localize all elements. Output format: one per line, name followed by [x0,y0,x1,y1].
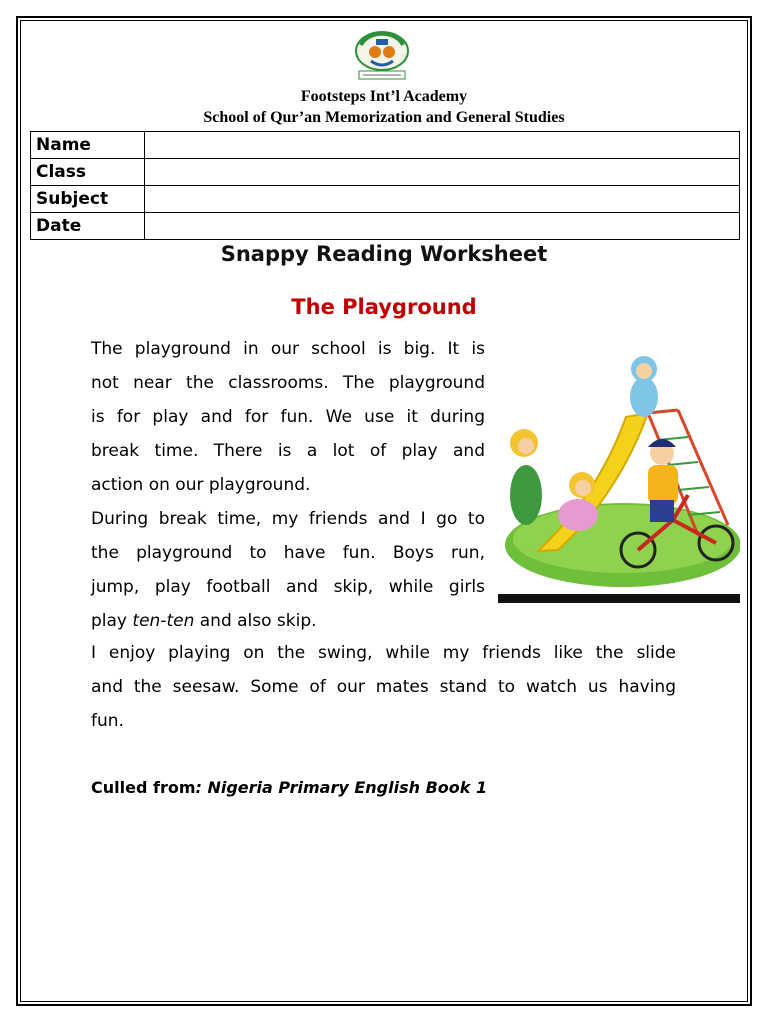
subject-label: Subject [31,186,145,213]
table-row [31,159,740,186]
paragraph-line: action on our playground. [91,475,311,495]
girl-on-slide [630,356,658,417]
paragraph-line: the playground to have fun. Boys run, [91,543,485,563]
class-field[interactable] [145,159,740,186]
student-info-table [30,131,740,240]
table-row [31,213,740,240]
table-row [31,132,740,159]
date-field[interactable] [145,213,740,240]
date-label: Date [31,213,145,240]
subject-field[interactable] [145,186,740,213]
name-field[interactable] [145,132,740,159]
playground-illustration [498,345,740,603]
school-name: Footsteps Int’l Academy [300,88,468,105]
worksheet-title: Snappy Reading Worksheet [220,242,548,266]
watermark-bar [498,594,740,603]
line-text: play [91,611,133,631]
class-label: Class [31,159,145,186]
source-citation [91,778,487,797]
school-logo [349,29,415,81]
line-text: and also skip. [194,611,317,631]
paragraph-line [91,604,485,638]
story-title: The Playground [291,295,477,319]
paragraph-line: The playground in our school is big. It is [91,339,485,359]
name-label: Name [31,132,145,159]
table-row [31,186,740,213]
paragraph-line: I enjoy playing on the swing, while my friends like the slide [91,643,676,663]
story-text-wide [91,636,676,738]
source-title: : Nigeria Primary English Book 1 [195,778,488,797]
girl-standing [510,429,542,525]
paragraph-line: During break time, my friends and I go to [91,509,485,529]
paragraph-line: jump, play football and skip, while girls [91,577,485,597]
paragraph-line: is for play and for fun. We use it during [91,407,485,427]
paragraph-line: break time. There is a lot of play and [91,441,485,461]
source-label: Culled from [91,778,196,797]
game-name: ten-ten [132,611,195,631]
paragraph-line: fun. [91,711,124,731]
school-tagline: School of Qur’an Memorization and General Studies [203,109,565,126]
paragraph-line: and the seesaw. Some of our mates stand to watch us having [91,677,676,697]
paragraph-line: not near the classrooms. The playground [91,373,485,393]
story-text-narrow [91,332,485,638]
